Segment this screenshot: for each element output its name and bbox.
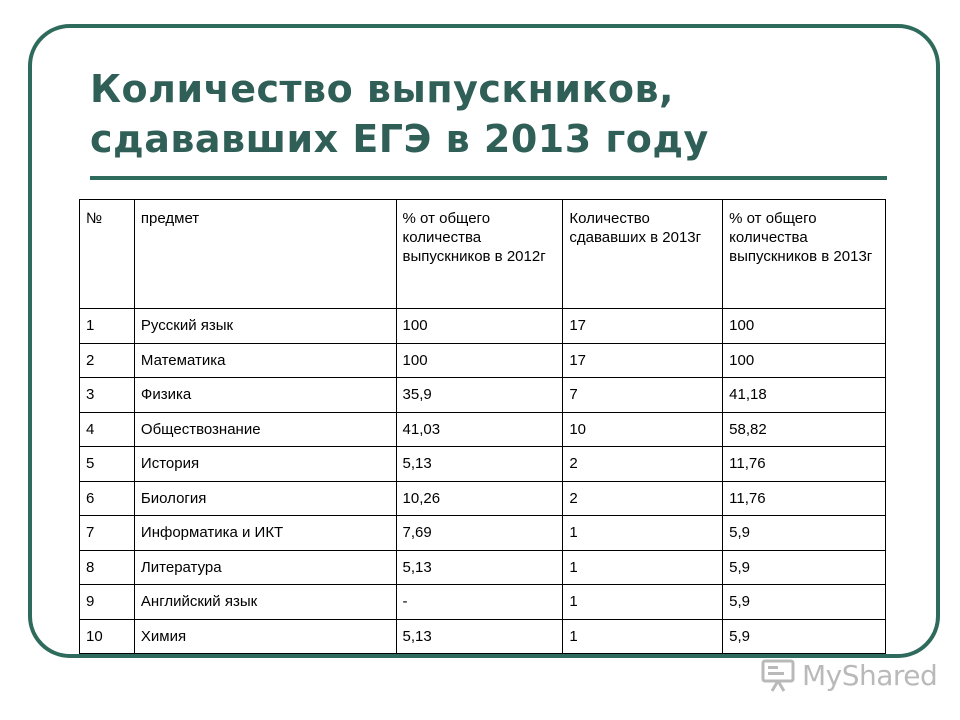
cell-percent-2013: 100: [723, 343, 886, 378]
cell-percent-2012: 41,03: [396, 412, 563, 447]
cell-percent-2013: 5,9: [723, 550, 886, 585]
cell-percent-2012: 10,26: [396, 481, 563, 516]
table-body: [80, 309, 886, 654]
cell-subject: Математика: [134, 343, 396, 378]
table-row: [80, 619, 886, 654]
cell-percent-2012: -: [396, 585, 563, 620]
page-title: [90, 64, 910, 164]
title-line-2: сдававших ЕГЭ в 2013 году: [90, 117, 709, 161]
watermark-text: MyShared: [802, 658, 938, 692]
cell-number: 3: [80, 378, 135, 413]
cell-count-2013: 1: [563, 585, 723, 620]
table-row: [80, 309, 886, 344]
cell-percent-2013: 58,82: [723, 412, 886, 447]
table-row: [80, 412, 886, 447]
cell-number: 10: [80, 619, 135, 654]
cell-percent-2013: 5,9: [723, 619, 886, 654]
cell-count-2013: 10: [563, 412, 723, 447]
exam-stats-table: [79, 199, 886, 654]
cell-count-2013: 2: [563, 447, 723, 482]
table-row: [80, 447, 886, 482]
cell-percent-2013: 100: [723, 309, 886, 344]
header-count-2013: Количество сдававших в 2013г: [563, 200, 723, 309]
cell-count-2013: 1: [563, 619, 723, 654]
cell-subject: Литература: [134, 550, 396, 585]
cell-percent-2013: 5,9: [723, 516, 886, 551]
table-row: [80, 481, 886, 516]
cell-percent-2012: 5,13: [396, 550, 563, 585]
header-subject: предмет: [134, 200, 396, 309]
cell-percent-2013: 11,76: [723, 447, 886, 482]
cell-number: 6: [80, 481, 135, 516]
watermark: [760, 656, 937, 694]
title-underline: [90, 176, 887, 180]
cell-percent-2012: 7,69: [396, 516, 563, 551]
cell-percent-2013: 5,9: [723, 585, 886, 620]
header-percent-2013: % от общего количества выпускников в 2013г: [723, 200, 886, 309]
table-row: [80, 516, 886, 551]
cell-subject: Информатика и ИКТ: [134, 516, 396, 551]
cell-number: 4: [80, 412, 135, 447]
cell-percent-2013: 11,76: [723, 481, 886, 516]
cell-number: 8: [80, 550, 135, 585]
cell-count-2013: 1: [563, 516, 723, 551]
cell-count-2013: 17: [563, 309, 723, 344]
cell-subject: Обществознание: [134, 412, 396, 447]
table-row: [80, 343, 886, 378]
title-line-1: Количество выпускников,: [90, 67, 674, 111]
cell-number: 7: [80, 516, 135, 551]
cell-subject: Химия: [134, 619, 396, 654]
cell-subject: Английский язык: [134, 585, 396, 620]
cell-count-2013: 2: [563, 481, 723, 516]
table-header-row: [80, 200, 886, 309]
cell-percent-2013: 41,18: [723, 378, 886, 413]
cell-number: 1: [80, 309, 135, 344]
cell-percent-2012: 5,13: [396, 447, 563, 482]
cell-percent-2012: 35,9: [396, 378, 563, 413]
table-row: [80, 378, 886, 413]
cell-count-2013: 7: [563, 378, 723, 413]
header-percent-2012: % от общего количества выпускников в 2012г: [396, 200, 563, 309]
cell-subject: Физика: [134, 378, 396, 413]
cell-percent-2012: 100: [396, 343, 563, 378]
cell-count-2013: 1: [563, 550, 723, 585]
table-row: [80, 550, 886, 585]
presentation-icon: [760, 656, 798, 694]
header-number: №: [80, 200, 135, 309]
cell-subject: История: [134, 447, 396, 482]
cell-number: 2: [80, 343, 135, 378]
cell-percent-2012: 100: [396, 309, 563, 344]
cell-number: 9: [80, 585, 135, 620]
cell-count-2013: 17: [563, 343, 723, 378]
table-row: [80, 585, 886, 620]
cell-percent-2012: 5,13: [396, 619, 563, 654]
cell-subject: Русский язык: [134, 309, 396, 344]
cell-number: 5: [80, 447, 135, 482]
cell-subject: Биология: [134, 481, 396, 516]
